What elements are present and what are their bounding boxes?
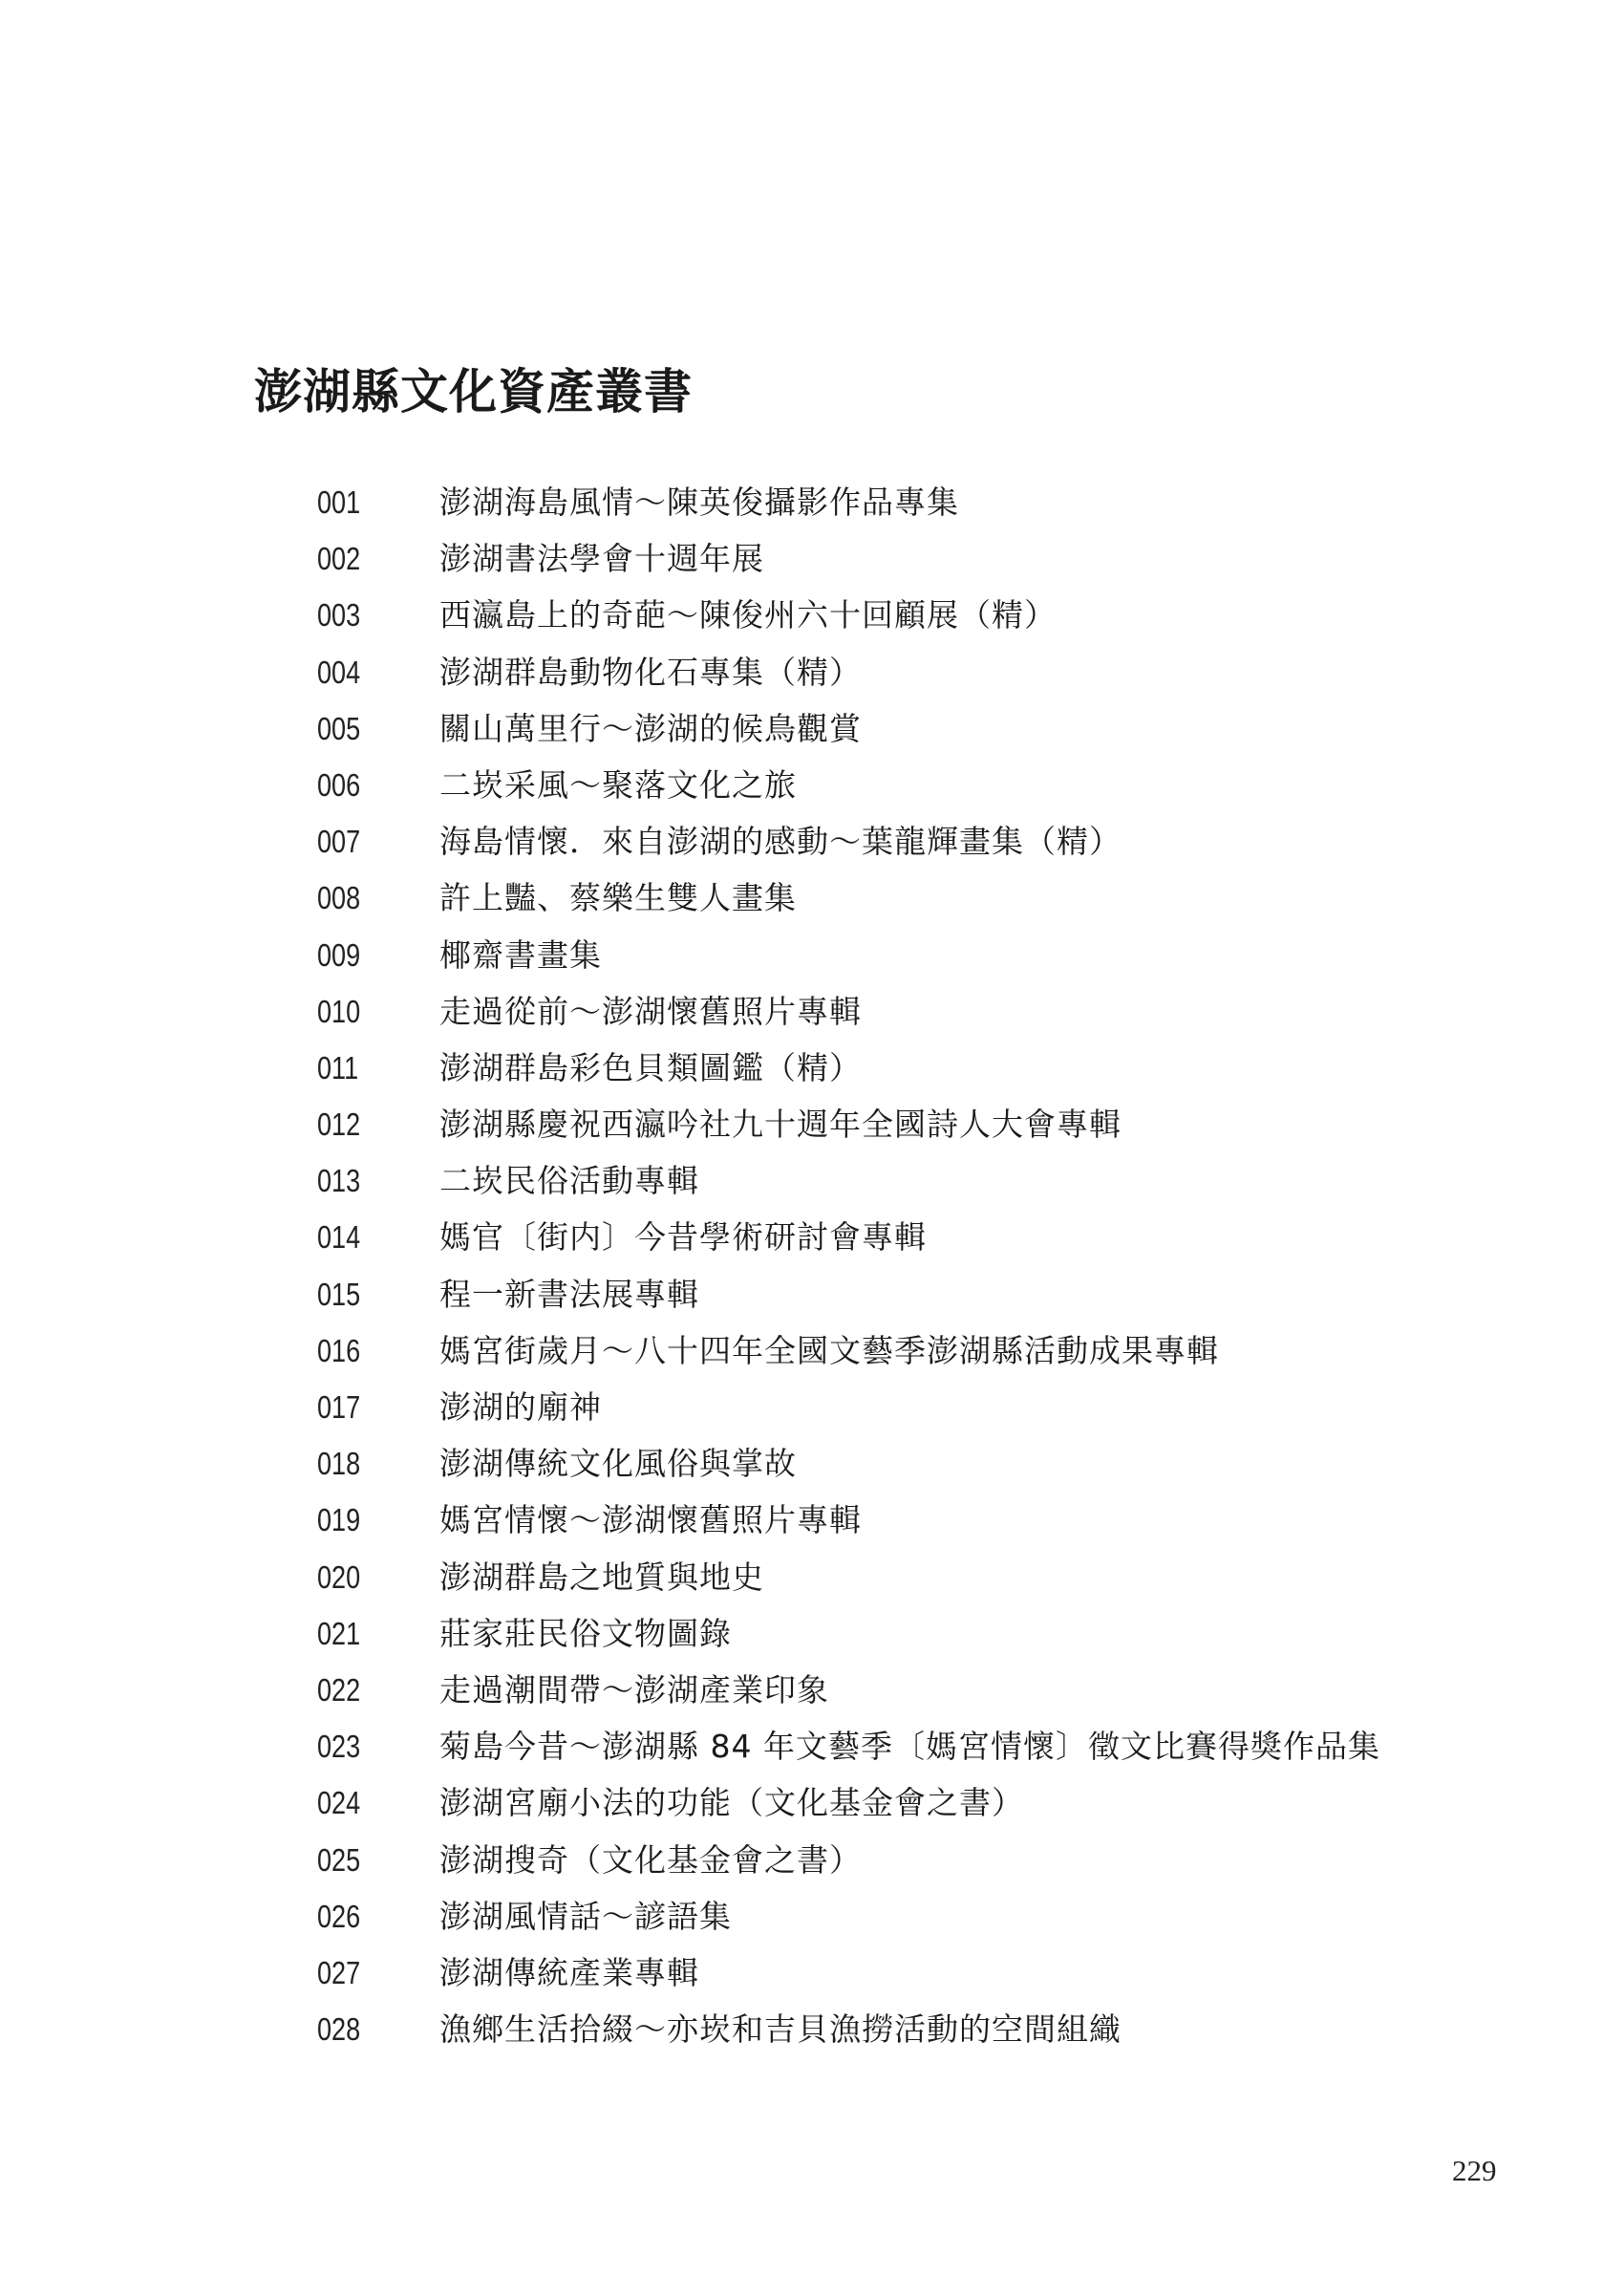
book-title: 澎湖傳統產業專輯 — [439, 1953, 699, 1991]
book-title: 澎湖風情話～諺語集 — [439, 1897, 732, 1935]
book-row — [0, 530, 1624, 587]
book-number: 023 — [317, 1729, 361, 1765]
book-row — [0, 1266, 1624, 1322]
book-number: 008 — [317, 880, 361, 916]
book-row — [0, 1718, 1624, 1774]
book-title: 媽官〔街内〕今昔學術研討會專輯 — [439, 1218, 927, 1257]
book-title: 媽宮情懷～澎湖懷舊照片專輯 — [439, 1501, 862, 1539]
book-row — [0, 813, 1624, 870]
book-row — [0, 644, 1624, 700]
book-title: 澎湖書法學會十週年展 — [439, 540, 764, 578]
book-title: 澎湖群島動物化石專集（精） — [439, 653, 862, 691]
book-row — [0, 587, 1624, 643]
book-number: 024 — [317, 1785, 361, 1821]
book-row — [0, 2001, 1624, 2057]
book-row — [0, 1549, 1624, 1605]
book-row — [0, 1832, 1624, 1888]
book-title: 關山萬里行～澎湖的候鳥觀賞 — [439, 709, 862, 747]
book-row — [0, 1096, 1624, 1152]
book-row — [0, 1945, 1624, 2001]
book-title: 澎湖群島之地質與地史 — [439, 1558, 764, 1596]
book-title: 媽宮街歲月～八十四年全國文藝季澎湖縣活動成果專輯 — [439, 1331, 1219, 1369]
book-row — [0, 1379, 1624, 1435]
book-row — [0, 927, 1624, 983]
book-title: 走過潮間帶～澎湖產業印象 — [439, 1670, 829, 1708]
book-title: 澎湖縣慶祝西瀛吟社九十週年全國詩人大會專輯 — [439, 1106, 1122, 1144]
book-number: 020 — [317, 1558, 361, 1595]
book-number: 027 — [317, 1954, 361, 1990]
book-number: 015 — [317, 1276, 361, 1312]
book-number: 022 — [317, 1671, 361, 1708]
book-title: 漁鄉生活拾綴～亦崁和吉貝漁撈活動的空間組織 — [439, 2010, 1122, 2049]
book-row — [0, 1605, 1624, 1662]
book-number: 021 — [317, 1615, 361, 1651]
book-number: 005 — [317, 710, 361, 746]
book-title: 澎湖群島彩色貝類圖鑑（精） — [439, 1048, 862, 1086]
book-row — [0, 1040, 1624, 1096]
book-title: 莊家莊民俗文物圖錄 — [439, 1614, 732, 1652]
book-title: 程一新書法展專輯 — [439, 1275, 699, 1313]
book-number: 026 — [317, 1898, 361, 1934]
book-number: 010 — [317, 993, 361, 1029]
book-number: 012 — [317, 1107, 361, 1143]
book-title: 澎湖海島風情～陳英俊攝影作品專集 — [439, 484, 959, 521]
book-row — [0, 1322, 1624, 1379]
book-number: 003 — [317, 597, 361, 634]
book-title: 菊島今昔～澎湖縣 84 年文藝季〔媽宮情懷〕徵文比賽得獎作品集 — [439, 1728, 1380, 1766]
book-number: 017 — [317, 1389, 361, 1425]
book-row — [0, 1152, 1624, 1209]
book-number: 018 — [317, 1446, 361, 1482]
book-row — [0, 700, 1624, 757]
book-number: 002 — [317, 541, 361, 577]
book-title: 許上豔、蔡樂生雙人畫集 — [439, 879, 797, 917]
book-row — [0, 1888, 1624, 1945]
book-number: 011 — [317, 1049, 359, 1085]
book-row — [0, 757, 1624, 813]
book-row — [0, 474, 1624, 530]
book-number: 016 — [317, 1332, 361, 1368]
book-number: 009 — [317, 936, 361, 973]
book-title: 椰齋書畫集 — [439, 935, 602, 974]
book-title: 二崁采風～聚落文化之旅 — [439, 765, 797, 804]
book-title: 走過從前～澎湖懷舊照片專輯 — [439, 992, 862, 1030]
book-title: 澎湖的廟神 — [439, 1388, 602, 1426]
book-row — [0, 1662, 1624, 1718]
book-title: 海島情懷．來自澎湖的感動～葉龍輝畫集（精） — [439, 823, 1122, 861]
series-title: 澎湖縣文化資產叢書 — [254, 363, 693, 419]
book-number: 013 — [317, 1163, 361, 1199]
book-title: 澎湖搜奇（文化基金會之書） — [439, 1840, 862, 1879]
book-number: 007 — [317, 824, 361, 860]
book-row — [0, 870, 1624, 926]
book-row — [0, 983, 1624, 1040]
book-number: 001 — [317, 484, 361, 520]
book-number: 014 — [317, 1219, 361, 1256]
book-row — [0, 1492, 1624, 1548]
book-row — [0, 1209, 1624, 1265]
book-number: 019 — [317, 1502, 361, 1538]
book-row — [0, 1774, 1624, 1831]
book-title: 澎湖宮廟小法的功能（文化基金會之書） — [439, 1784, 1024, 1822]
book-number: 004 — [317, 654, 361, 690]
book-title: 西瀛島上的奇葩～陳俊州六十回顧展（精） — [439, 596, 1057, 634]
book-list — [0, 474, 1624, 2057]
book-number: 028 — [317, 2011, 361, 2048]
book-title: 澎湖傳統文化風俗與掌故 — [439, 1445, 797, 1483]
book-title: 二崁民俗活動專輯 — [439, 1162, 699, 1200]
book-number: 025 — [317, 1841, 361, 1878]
book-row — [0, 1435, 1624, 1492]
book-number: 006 — [317, 766, 361, 803]
page-number: 229 — [1452, 2154, 1497, 2187]
